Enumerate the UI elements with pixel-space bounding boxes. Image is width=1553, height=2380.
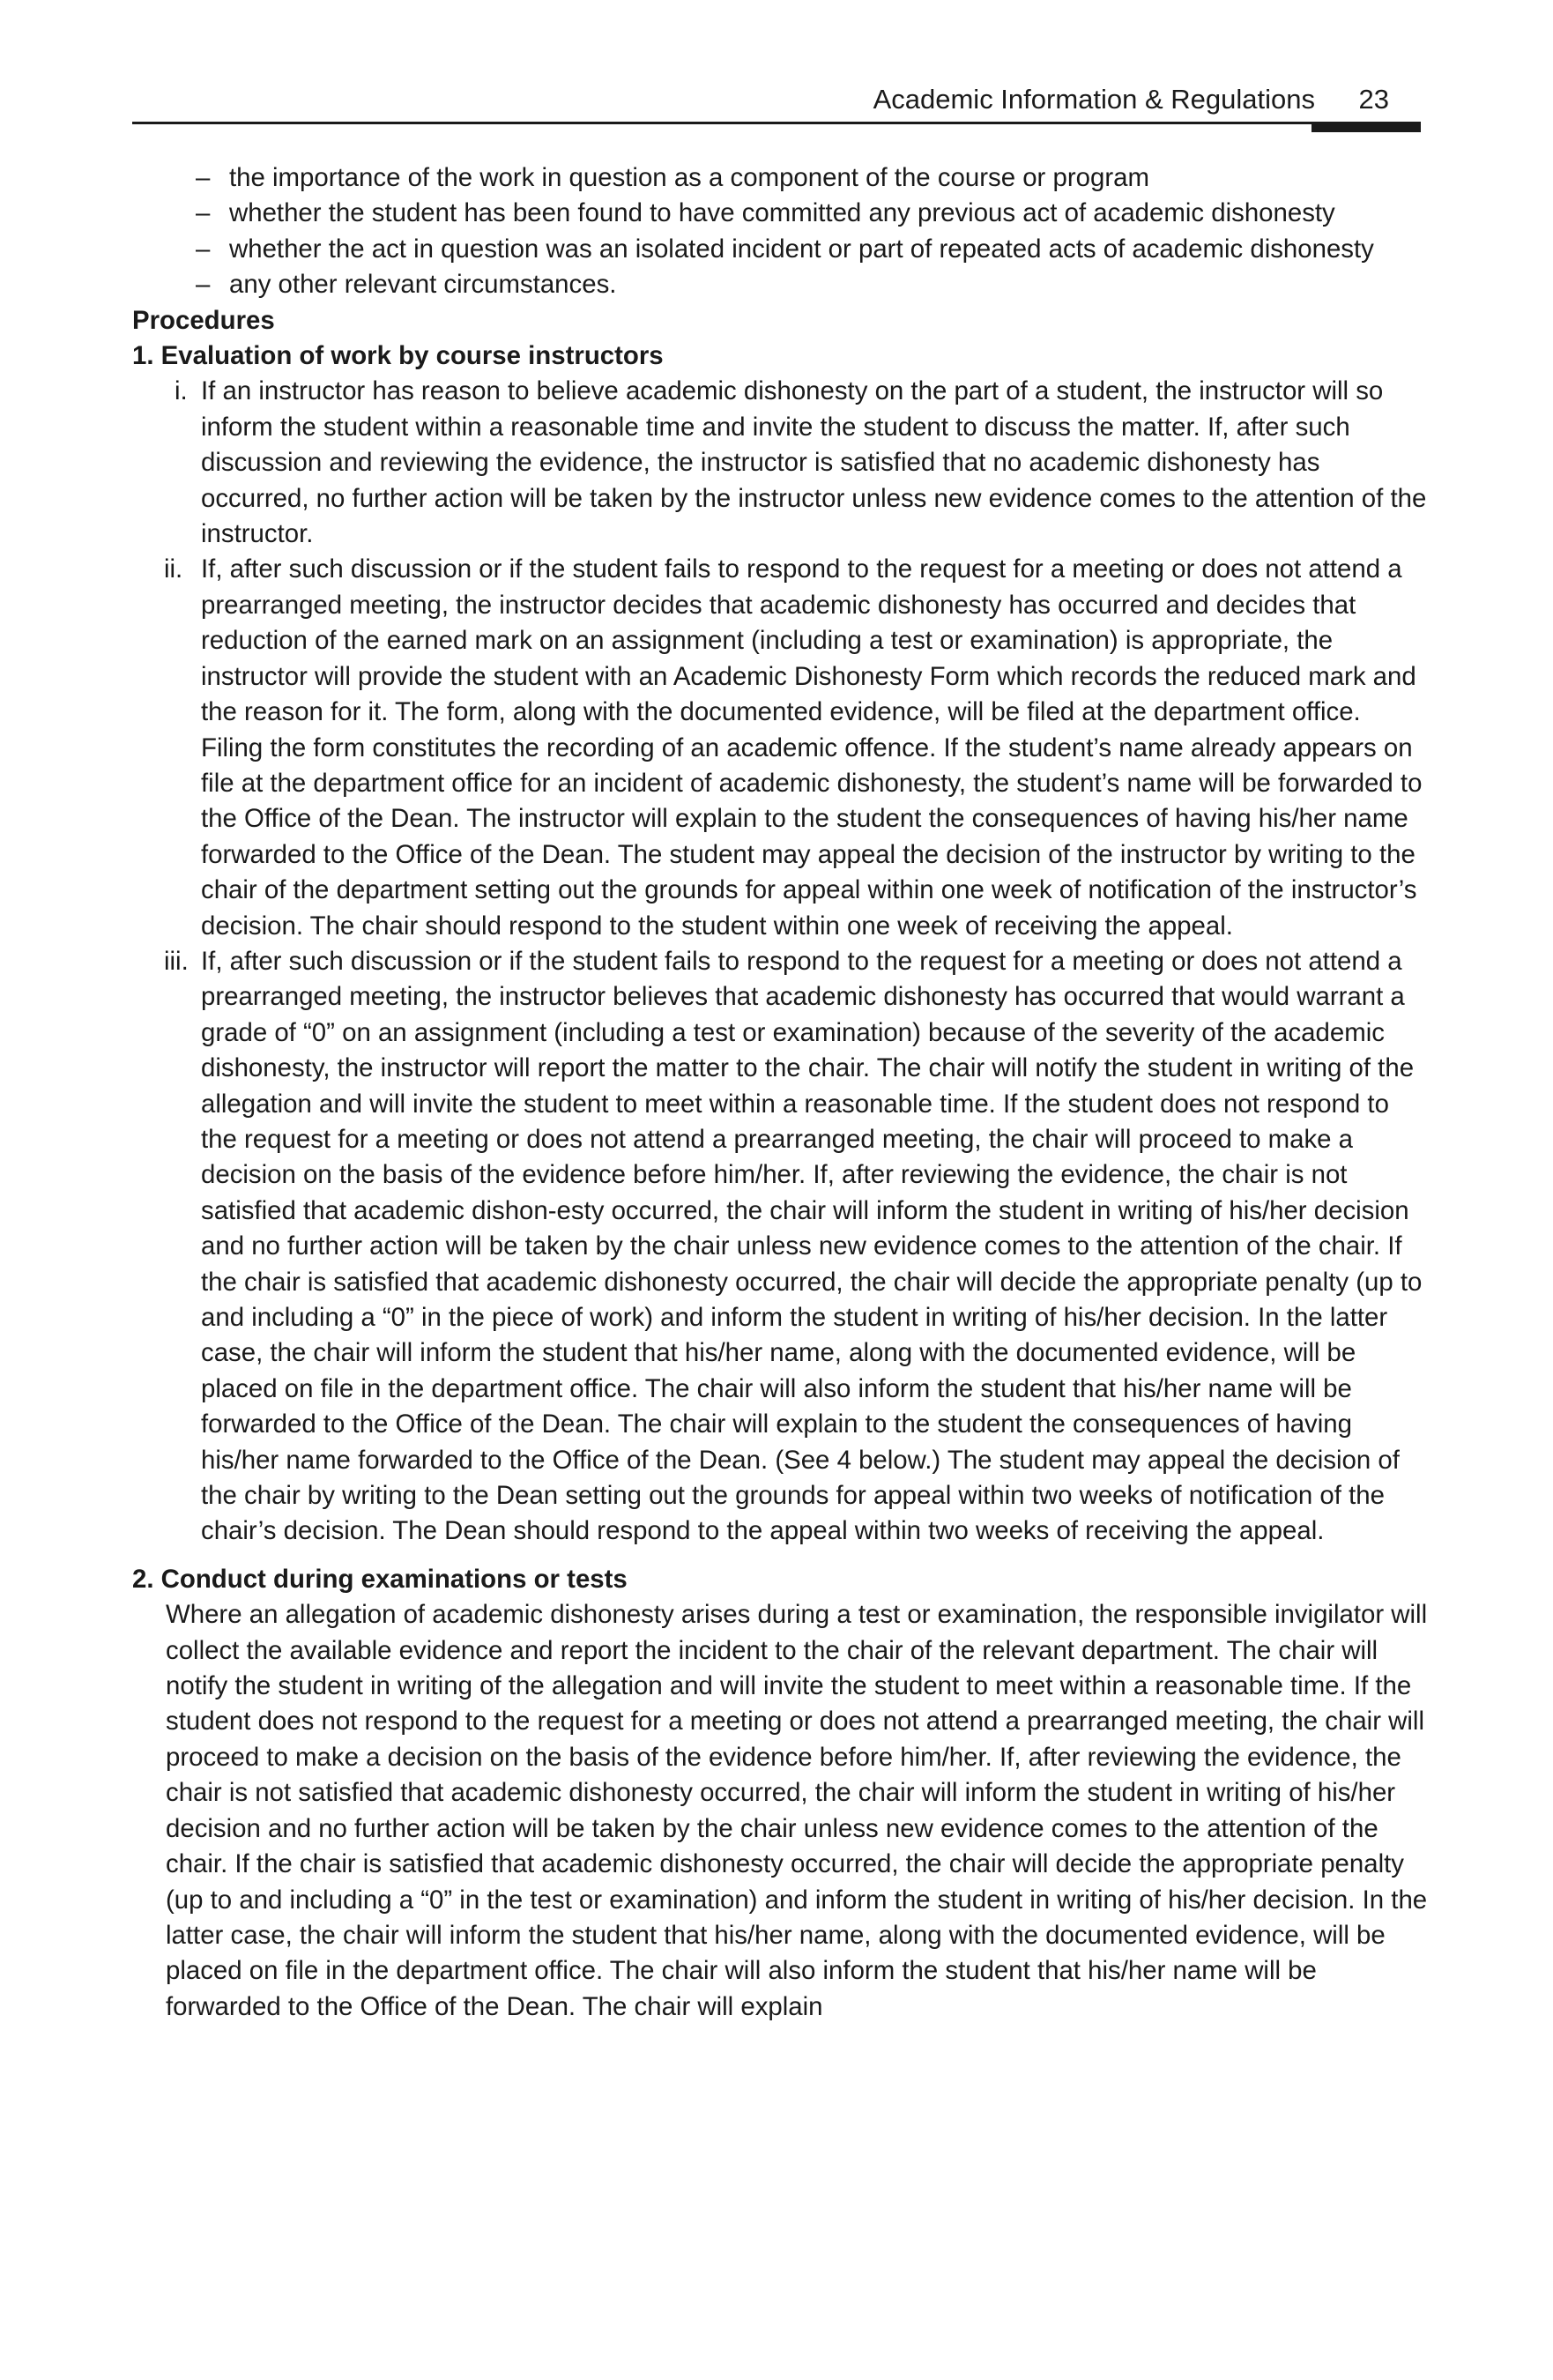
- dash-bullet: –: [196, 234, 211, 264]
- list-item: [132, 944, 1428, 1550]
- section-1-heading: 1. Evaluation of work by course instructors: [132, 341, 664, 371]
- header-title: Academic Information & Regulations: [873, 84, 1315, 115]
- section-2: [132, 1562, 1428, 2025]
- list-item-text: If an instructor has reason to believe academic dishonesty on the part of a student, the instructor will so inform the student within a reasonable time and invite the student to discuss the matter. If, after such discussion and reviewing the evidence, the instructor is satisfied that no academic dishonesty has occurred, no further action will be taken by the instructor unless new evidence comes to the attention of the instructor.: [201, 376, 1427, 549]
- roman-numeral: iii.: [164, 946, 189, 976]
- list-item-text: If, after such discussion or if the student fails to respond to the request for a meeting or does not attend a prearranged meeting, the instructor believes that academic dishonesty has occurred that would warrant a grade of “0” on an assignment (including a test or examination) because of the severity of the academic dishonesty, the instructor will report the matter to the chair. The chair will notify the student in writing of the allegation and will invite the student to meet within a reasonable time. If the student does not respond to the request for a meeting or does not attend a prearranged meeting, the chair will proceed to make a decision on the basis of the evidence before him/her. If, after reviewing the evidence, the chair is not satisfied that academic dishon-esty occurred, the chair will inform the student in writing of his/her decision and no further action will be taken by the chair unless new evidence comes to the attention of the chair. If the chair is satisfied that academic dishonesty occurred, the chair will decide the appropriate penalty (up to and including a “0” in the piece of work) and inform the student in writing of his/her decision. In the latter case, the chair will inform the student that his/her name, along with the documented evidence, will be placed on file in the department office. The chair will also inform the student that his/her name will be forwarded to the Office of the Dean. The chair will explain to the student the consequences of having his/her name forwarded to the Office of the Dean. (See 4 below.) The student may appeal the decision of the chair by writing to the Dean setting out the grounds for appeal within two weeks of notification of the chair’s decision. The Dean should respond to the appeal within two weeks of receiving the appeal.: [201, 946, 1423, 1546]
- factor-list: [132, 160, 1428, 303]
- list-item-text: whether the act in question was an isolated incident or part of repeated acts of academic dishonesty: [229, 234, 1374, 264]
- roman-numeral: i.: [175, 376, 188, 406]
- roman-numeral: ii.: [164, 554, 183, 584]
- list-item-text: the importance of the work in question as a component of the course or program: [229, 163, 1149, 192]
- dash-bullet: –: [196, 270, 211, 300]
- header-rule: [132, 122, 1421, 124]
- page-body: [132, 160, 1428, 2025]
- section-2-heading: 2. Conduct during examinations or tests: [132, 1564, 628, 1594]
- list-item: [132, 232, 1428, 267]
- list-item: [132, 267, 1428, 302]
- section-1-list: [132, 374, 1428, 1549]
- list-item: [132, 374, 1428, 552]
- list-item-text: whether the student has been found to have committed any previous act of academic dishonesty: [229, 198, 1335, 228]
- header-tab-bar: [1312, 122, 1421, 132]
- section-2-paragraph: Where an allegation of academic dishonesty arises during a test or examination, the responsible invigilator will collect the available evidence and report the incident to the chair of the relevant department. The chair will notify the student in writing of the allegation and will invite the student to meet within a reasonable time. If the student does not respond to the request for a meeting or does not attend a prearranged meeting, the chair will proceed to make a decision on the basis of the evidence before him/her. If, after reviewing the evidence, the chair is not satisfied that academic dishonesty occurred, the chair will inform the student in writing of his/her decision and no further action will be taken by the chair unless new evidence comes to the attention of the chair. If the chair is satisfied that academic dishonesty occurred, the chair will decide the appropriate penalty (up to and including a “0” in the test or examination) and inform the student in writing of his/her decision. In the latter case, the chair will inform the student that his/her name, along with the documented evidence, will be placed on file in the department office. The chair will also inform the student that his/her name will be forwarded to the Office of the Dean. The chair will explain: [166, 1600, 1428, 2021]
- page-number: 23: [1358, 84, 1389, 115]
- list-item: [132, 160, 1428, 196]
- list-item-text: If, after such discussion or if the student fails to respond to the request for a meeting or does not attend a prearranged meeting, the instructor decides that academic dishonesty has occurred and decides that reduction of the earned mark on an assignment (including a test or examination) is appropriate, the instructor will provide the student with an Academic Dishonesty Form which records the reduced mark and the reason for it. The form, along with the documented evidence, will be filed at the department office. Filing the form constitutes the recording of an academic offence. If the student’s name already appears on file at the department office for an incident of academic dishonesty, the student’s name will be forwarded to the Office of the Dean. The instructor will explain to the student the consequences of having his/her name forwarded to the Office of the Dean. The student may appeal the decision of the instructor by writing to the chair of the department setting out the grounds for appeal within one week of notification of the instructor’s decision. The chair should respond to the student within one week of receiving the appeal.: [201, 554, 1423, 941]
- list-item-text: any other relevant circumstances.: [229, 270, 617, 300]
- running-header: [132, 79, 1421, 129]
- dash-bullet: –: [196, 163, 211, 192]
- list-item: [132, 196, 1428, 231]
- procedures-heading: Procedures: [132, 305, 275, 335]
- list-item: [132, 552, 1428, 943]
- dash-bullet: –: [196, 198, 211, 228]
